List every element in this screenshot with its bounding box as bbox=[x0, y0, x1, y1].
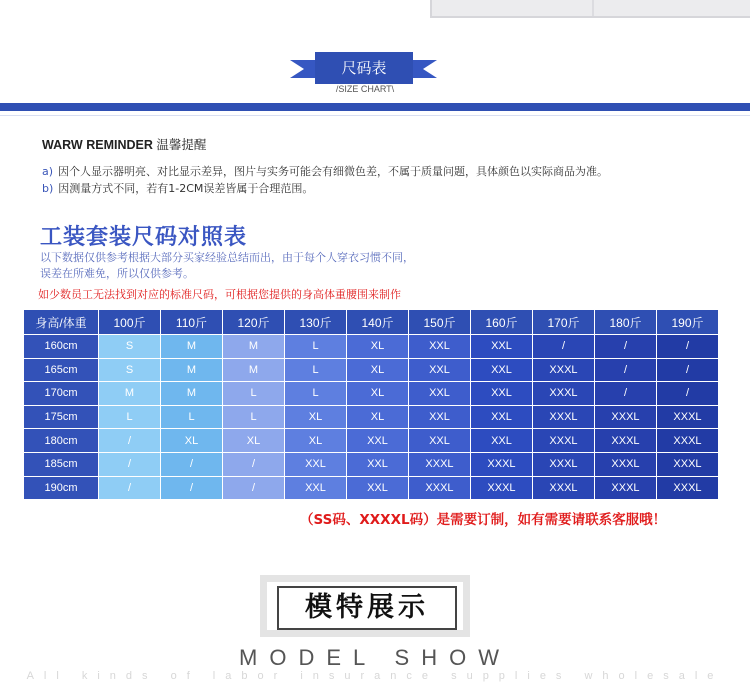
size-row bbox=[24, 335, 719, 359]
size-cell: XXL bbox=[471, 359, 533, 383]
reminder-heading-en: WARW REMINDER bbox=[42, 138, 153, 152]
size-cell: XXXL bbox=[595, 453, 657, 477]
size-cell: XXL bbox=[409, 382, 471, 406]
size-cell: M bbox=[223, 359, 285, 383]
size-cell: S bbox=[99, 359, 161, 383]
size-row bbox=[24, 477, 719, 501]
weight-header: 110斤 bbox=[161, 310, 223, 335]
size-chart-ribbon: 尺码表 bbox=[315, 52, 413, 84]
size-cell: / bbox=[657, 335, 719, 359]
size-cell: XXL bbox=[409, 359, 471, 383]
size-cell: M bbox=[161, 335, 223, 359]
size-cell: XXL bbox=[347, 429, 409, 453]
size-row bbox=[24, 453, 719, 477]
size-cell: / bbox=[99, 429, 161, 453]
size-cell: L bbox=[161, 406, 223, 430]
size-cell: M bbox=[161, 359, 223, 383]
reminder-item bbox=[42, 163, 608, 179]
size-cell: XXXL bbox=[595, 477, 657, 501]
size-cell: / bbox=[99, 477, 161, 501]
size-cell: M bbox=[223, 335, 285, 359]
weight-header: 130斤 bbox=[285, 310, 347, 335]
weight-header: 160斤 bbox=[471, 310, 533, 335]
size-cell: XXL bbox=[409, 406, 471, 430]
weight-header: 170斤 bbox=[533, 310, 595, 335]
size-cell: XL bbox=[347, 406, 409, 430]
height-cell: 175cm bbox=[24, 406, 99, 430]
size-table-corner: 身高/体重 bbox=[24, 310, 99, 335]
size-cell: XXXL bbox=[657, 406, 719, 430]
size-cell: XL bbox=[285, 429, 347, 453]
size-cell: XXL bbox=[471, 406, 533, 430]
size-cell: XXL bbox=[347, 477, 409, 501]
height-cell: 165cm bbox=[24, 359, 99, 383]
size-cell: XXL bbox=[471, 382, 533, 406]
size-table-note-2: 误差在所难免，所以仅供参考。 bbox=[40, 267, 194, 280]
size-cell: / bbox=[595, 382, 657, 406]
size-cell: / bbox=[595, 335, 657, 359]
size-table-red-note: 如少数员工无法找到对应的标准尺码，可根据您提供的身高体重腰围来制作 bbox=[38, 288, 401, 301]
banner-divider bbox=[0, 103, 750, 111]
product-photo-edge bbox=[430, 0, 750, 18]
model-show-tagline: All kinds of labor insurance supplies wholesale bbox=[26, 670, 724, 682]
size-cell: XXXL bbox=[471, 453, 533, 477]
size-cell: XXXL bbox=[657, 429, 719, 453]
size-cell: L bbox=[223, 406, 285, 430]
size-cell: / bbox=[99, 453, 161, 477]
size-table-header-row bbox=[24, 310, 719, 335]
size-table-note-1: 以下数据仅供参考根据大部分买家经验总结而出，由于每个人穿衣习惯不同， bbox=[40, 251, 414, 264]
height-cell: 190cm bbox=[24, 477, 99, 501]
size-cell: / bbox=[657, 382, 719, 406]
size-chart-subtitle: /SIZE CHART\ bbox=[335, 84, 395, 94]
size-cell: / bbox=[533, 335, 595, 359]
size-cell: XL bbox=[347, 335, 409, 359]
height-cell: 160cm bbox=[24, 335, 99, 359]
size-cell: M bbox=[161, 382, 223, 406]
size-cell: / bbox=[161, 453, 223, 477]
size-cell: / bbox=[223, 477, 285, 501]
size-row bbox=[24, 406, 719, 430]
weight-header: 190斤 bbox=[657, 310, 719, 335]
size-cell: L bbox=[223, 382, 285, 406]
weight-header: 150斤 bbox=[409, 310, 471, 335]
size-cell: M bbox=[99, 382, 161, 406]
size-cell: XXL bbox=[471, 429, 533, 453]
size-cell: XXXL bbox=[533, 429, 595, 453]
size-cell: XXL bbox=[285, 477, 347, 501]
size-cell: / bbox=[595, 359, 657, 383]
size-cell: L bbox=[285, 382, 347, 406]
weight-header: 120斤 bbox=[223, 310, 285, 335]
size-table-body bbox=[24, 335, 719, 500]
size-cell: / bbox=[161, 477, 223, 501]
size-cell: / bbox=[657, 359, 719, 383]
model-show-title: 模特展示 bbox=[277, 586, 457, 630]
size-cell: XXXL bbox=[533, 453, 595, 477]
size-cell: XL bbox=[223, 429, 285, 453]
size-cell: XL bbox=[285, 406, 347, 430]
size-cell: S bbox=[99, 335, 161, 359]
banner-divider-thin bbox=[0, 115, 750, 116]
size-cell: XXXL bbox=[533, 406, 595, 430]
size-cell: XXXL bbox=[595, 429, 657, 453]
size-cell: XXXL bbox=[471, 477, 533, 501]
weight-header: 100斤 bbox=[99, 310, 161, 335]
size-cell: XXL bbox=[471, 335, 533, 359]
size-cell: XXL bbox=[409, 429, 471, 453]
size-cell: XXL bbox=[285, 453, 347, 477]
size-cell: XXXL bbox=[595, 406, 657, 430]
size-cell: L bbox=[285, 359, 347, 383]
reminder-item-tag: b) bbox=[42, 182, 54, 195]
size-cell: XL bbox=[347, 382, 409, 406]
size-cell: XXXL bbox=[409, 453, 471, 477]
reminder-heading-cn: 温馨提醒 bbox=[156, 138, 207, 152]
size-cell: XXXL bbox=[409, 477, 471, 501]
size-cell: XL bbox=[161, 429, 223, 453]
size-cell: XXL bbox=[347, 453, 409, 477]
weight-header: 140斤 bbox=[347, 310, 409, 335]
size-row bbox=[24, 359, 719, 383]
model-show-box bbox=[260, 575, 470, 637]
model-show-subtitle: MODEL SHOW bbox=[239, 645, 511, 670]
reminder-item-tag: a) bbox=[42, 165, 54, 178]
height-cell: 170cm bbox=[24, 382, 99, 406]
size-table-title: 工装套装尺码对照表 bbox=[40, 225, 248, 250]
size-cell: L bbox=[99, 406, 161, 430]
weight-header: 180斤 bbox=[595, 310, 657, 335]
height-cell: 185cm bbox=[24, 453, 99, 477]
size-cell: XXL bbox=[409, 335, 471, 359]
reminder-item bbox=[42, 180, 313, 196]
size-cell: XXXL bbox=[533, 477, 595, 501]
custom-size-note: （SS码、XXXXL码）是需要订制，如有需要请联系客服哦！ bbox=[300, 512, 667, 528]
size-cell: XXXL bbox=[533, 382, 595, 406]
size-cell: L bbox=[285, 335, 347, 359]
size-cell: XXXL bbox=[657, 477, 719, 501]
reminder-item-text: 因测量方式不同，若有1-2CM误差皆属于合理范围。 bbox=[58, 182, 314, 195]
size-cell: / bbox=[223, 453, 285, 477]
size-cell: XL bbox=[347, 359, 409, 383]
size-row bbox=[24, 429, 719, 453]
reminder-heading bbox=[42, 135, 206, 153]
reminder-item-text: 因个人显示器明亮、对比显示差异，图片与实务可能会有细微色差，不属于质量问题，具体颜色以实际商品为准。 bbox=[58, 165, 609, 178]
height-cell: 180cm bbox=[24, 429, 99, 453]
size-cell: XXXL bbox=[533, 359, 595, 383]
size-row bbox=[24, 382, 719, 406]
size-table bbox=[24, 310, 719, 500]
size-cell: XXXL bbox=[657, 453, 719, 477]
